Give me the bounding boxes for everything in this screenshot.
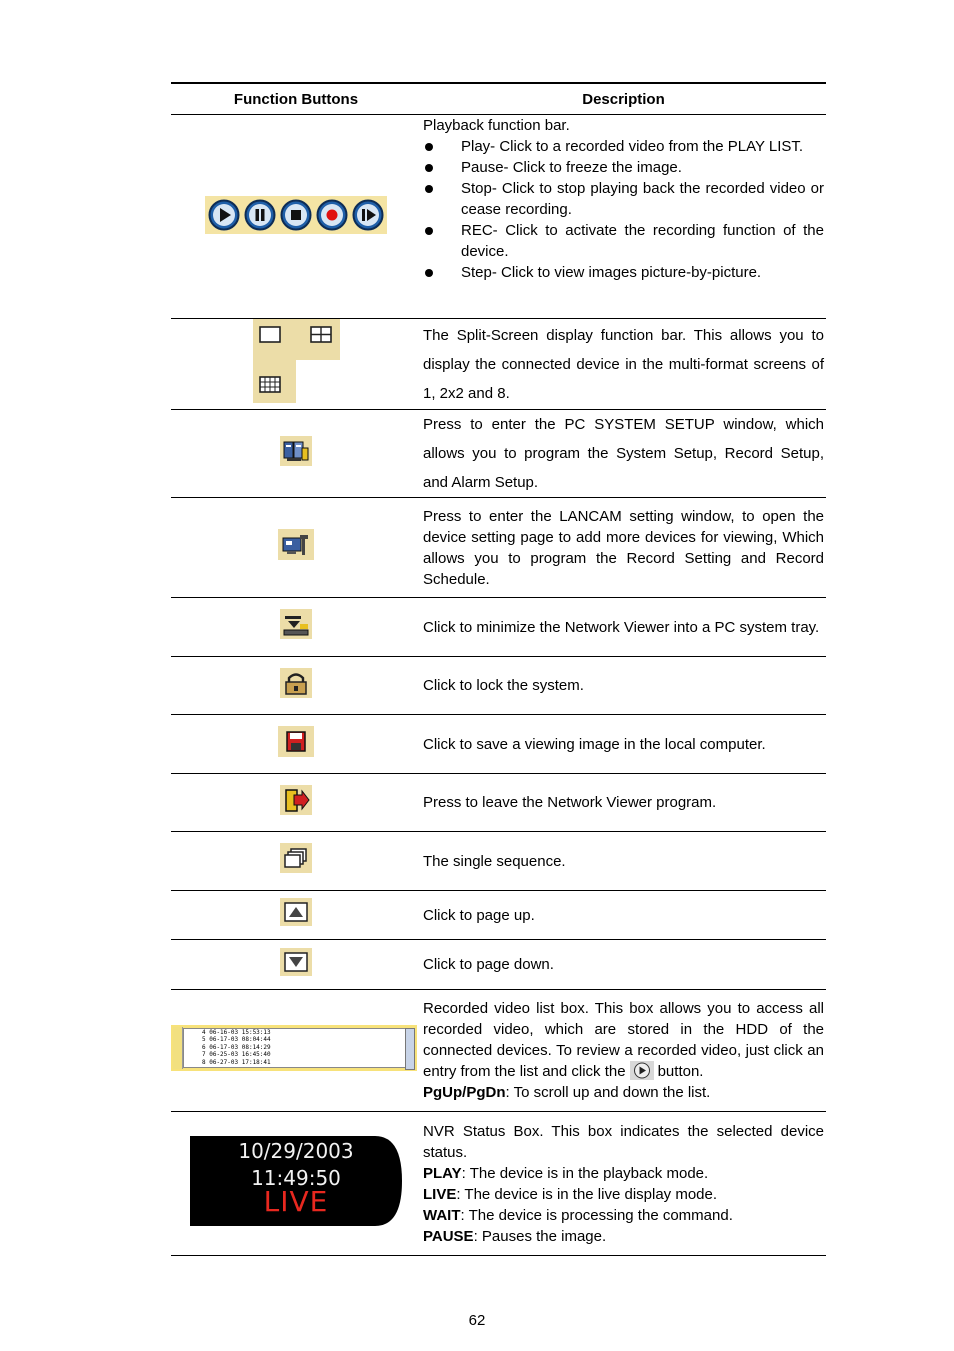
list-item[interactable]: 4 06-16-03 15:53:13 bbox=[202, 1028, 271, 1036]
lock-icon bbox=[280, 668, 312, 698]
table-row bbox=[171, 891, 826, 940]
system-setup-button[interactable] bbox=[280, 436, 312, 466]
status-wait-label: WAIT bbox=[423, 1206, 461, 1224]
pgup-pgdn-text: : To scroll up and down the list. bbox=[505, 1084, 711, 1101]
table-row bbox=[171, 1112, 826, 1256]
exit-door-icon bbox=[280, 785, 312, 815]
nvr-status-box bbox=[190, 1136, 402, 1226]
playback-intro: Playback function bar. bbox=[423, 117, 570, 134]
step-icon[interactable] bbox=[351, 199, 385, 231]
playback-bar-cell bbox=[171, 115, 421, 319]
table-row bbox=[171, 598, 826, 657]
status-wait-text: : The device is processing the command. bbox=[460, 1206, 733, 1224]
table-header-row bbox=[171, 83, 826, 115]
system-setup-description: Press to enter the PC SYSTEM SETUP window, which allows you to program the System Setup, Record Setup, and Alarm Setup. bbox=[421, 410, 826, 498]
list-box-description bbox=[421, 990, 826, 1112]
sequence-windows-icon bbox=[280, 843, 312, 873]
save-button[interactable] bbox=[278, 726, 314, 757]
split-screen-cell bbox=[171, 319, 421, 410]
playback-description bbox=[421, 115, 826, 319]
page-down-description: Click to page down. bbox=[421, 940, 826, 990]
system-setup-icon bbox=[280, 436, 312, 466]
playback-function-bar bbox=[205, 196, 387, 234]
status-date: 10/29/2003 bbox=[238, 1138, 354, 1163]
list-item: Play- Click to a recorded video from the PLAY LIST. bbox=[423, 136, 824, 157]
lock-description: Click to lock the system. bbox=[421, 657, 826, 715]
triangle-up-icon bbox=[280, 898, 312, 926]
eight-screen-icon[interactable] bbox=[257, 374, 283, 396]
minimize-icon bbox=[280, 609, 312, 639]
header-description: Description bbox=[421, 83, 826, 115]
list-item[interactable]: 6 06-17-03 08:14:29 bbox=[202, 1043, 271, 1051]
function-buttons-table bbox=[171, 82, 826, 1256]
single-sequence-description: The single sequence. bbox=[421, 832, 826, 891]
status-live-label: LIVE bbox=[423, 1185, 457, 1203]
list-scroll-buttons[interactable] bbox=[173, 1027, 183, 1069]
table-row bbox=[171, 940, 826, 990]
list-scrollbar[interactable] bbox=[405, 1028, 415, 1070]
table-row bbox=[171, 410, 826, 498]
table-row bbox=[171, 115, 826, 319]
split-screen-description: The Split-Screen display function bar. This allows you to display the connected device in the multi-format screens of 1, 2x2 and 8. bbox=[421, 319, 826, 410]
table-row bbox=[171, 832, 826, 891]
list-item: Stop- Click to stop playing back the recorded video or cease recording. bbox=[423, 178, 824, 220]
triangle-down-icon bbox=[280, 948, 312, 976]
lancam-setting-button[interactable] bbox=[278, 529, 314, 560]
list-item[interactable]: 5 06-17-03 08:04:44 bbox=[202, 1036, 271, 1044]
list-item: Step- Click to view images picture-by-picture. bbox=[423, 262, 824, 283]
status-pause-text: : Pauses the image. bbox=[473, 1227, 607, 1245]
quad-screen-icon[interactable] bbox=[308, 324, 334, 346]
list-item: REC- Click to activate the recording function of the device. bbox=[423, 220, 824, 262]
table-row bbox=[171, 990, 826, 1112]
save-description: Click to save a viewing image in the local computer. bbox=[421, 715, 826, 774]
table-row bbox=[171, 498, 826, 598]
table-row bbox=[171, 715, 826, 774]
page-up-button[interactable] bbox=[280, 898, 312, 926]
pause-icon[interactable] bbox=[243, 199, 277, 231]
page-down-button[interactable] bbox=[280, 948, 312, 976]
nvr-status-description bbox=[421, 1112, 826, 1256]
table-row bbox=[171, 319, 826, 410]
list-box-text-end: button. bbox=[657, 1063, 704, 1080]
lancam-setting-description: Press to enter the LANCAM setting window, to open the device setting page to add more devices for viewing, Which allows you to program the Record Setting and Record Schedule. bbox=[421, 498, 826, 598]
playback-bullet-list bbox=[423, 136, 824, 283]
minimize-button[interactable] bbox=[280, 609, 312, 639]
page-number: 62 bbox=[468, 1312, 486, 1329]
stop-icon[interactable] bbox=[279, 199, 313, 231]
list-item: Pause- Click to freeze the image. bbox=[423, 157, 824, 178]
nvr-status-intro: NVR Status Box. This box indicates the selected device status. bbox=[423, 1122, 824, 1161]
list-item[interactable]: 7 06-25-03 16:45:40 bbox=[202, 1051, 271, 1059]
split-screen-bar bbox=[253, 319, 340, 403]
status-play-text: : The device is in the playback mode. bbox=[461, 1164, 709, 1182]
save-disk-icon bbox=[278, 726, 314, 757]
status-time: 11:49:50 bbox=[251, 1165, 341, 1190]
play-icon bbox=[630, 1061, 654, 1080]
table-row bbox=[171, 774, 826, 832]
exit-description: Press to leave the Network Viewer program. bbox=[421, 774, 826, 832]
exit-button[interactable] bbox=[280, 785, 312, 815]
status-live-text: : The device is in the live display mode. bbox=[456, 1185, 718, 1203]
lancam-setting-icon bbox=[278, 529, 314, 560]
table-row bbox=[171, 657, 826, 715]
list-item[interactable]: 8 06-27-03 17:18:41 bbox=[202, 1058, 271, 1066]
minimize-description: Click to minimize the Network Viewer into a PC system tray. bbox=[421, 598, 826, 657]
page-up-description: Click to page up. bbox=[421, 891, 826, 940]
header-function-buttons: Function Buttons bbox=[171, 83, 421, 115]
single-screen-icon[interactable] bbox=[257, 324, 283, 346]
status-mode: LIVE bbox=[263, 1184, 329, 1218]
status-pause-label: PAUSE bbox=[423, 1227, 474, 1245]
list-box-text: Recorded video list box. This box allows you to access all recorded video, which are stored in the HDD of the connected devices. To review a recorded video, just click an entry from the list and click the bbox=[423, 1000, 824, 1080]
record-icon[interactable] bbox=[315, 199, 349, 231]
recorded-video-list-box[interactable] bbox=[171, 1025, 417, 1071]
play-icon[interactable] bbox=[207, 199, 241, 231]
status-play-label: PLAY bbox=[423, 1164, 462, 1182]
single-sequence-button[interactable] bbox=[280, 843, 312, 873]
lock-button[interactable] bbox=[280, 668, 312, 698]
pgup-pgdn-label: PgUp/PgDn bbox=[423, 1084, 506, 1101]
